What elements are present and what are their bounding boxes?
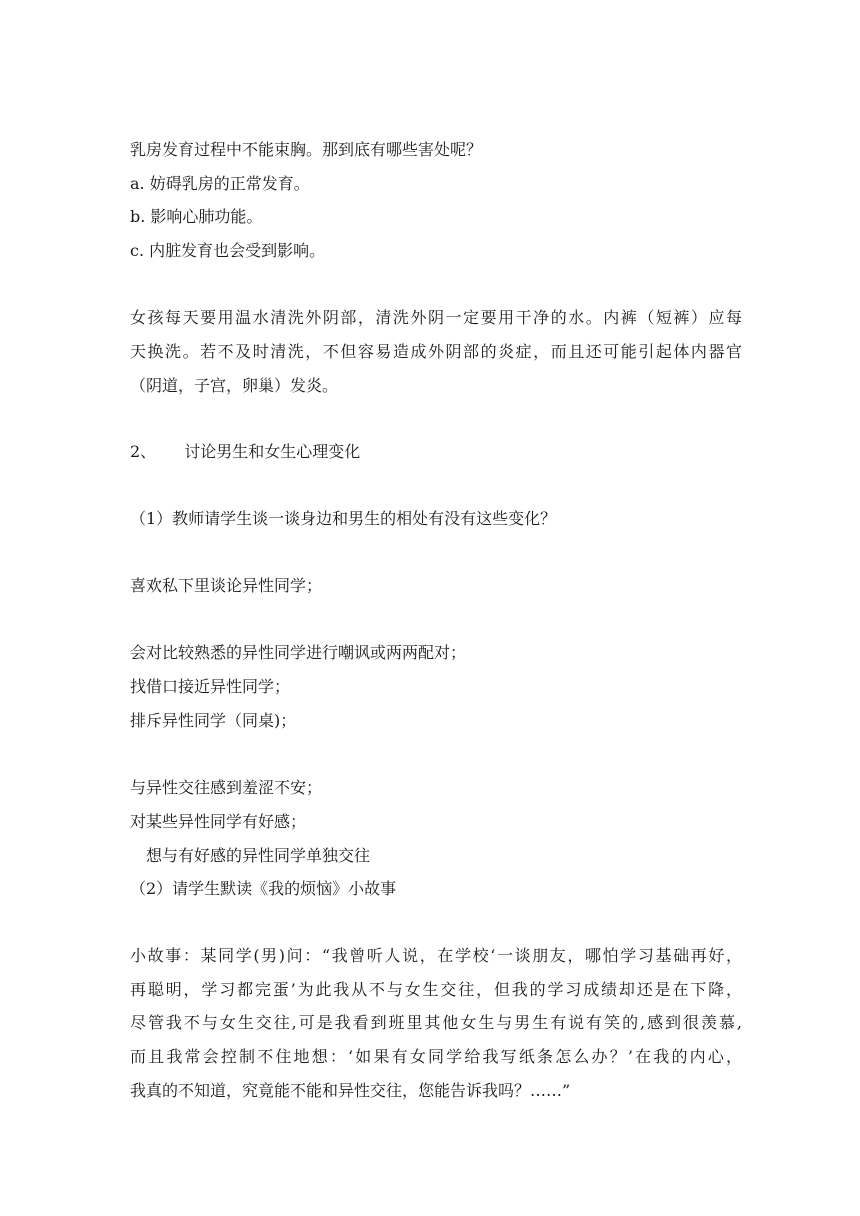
list-item: 想与有好感的异性同学单独交往 [146,846,371,865]
story-line: 小故事：某同学(男)问：“我曾听人说，在学校‘一谈朋友，哪怕学习基础再好， [130,946,742,965]
hygiene-paragraph-line: 女孩每天要用温水清洗外阴部，清洗外阴一定要用干净的水。内裤（短裤）应每 [130,308,742,327]
part2-prompt: （2）请学生默读《我的烦恼》小故事 [130,879,397,898]
list-item: 喜欢私下里谈论异性同学； [130,576,323,595]
list-item: 会对比较熟悉的异性同学进行嘲讽或两两配对； [130,643,467,662]
list-item: 找借口接近异性同学； [130,677,291,696]
harm-item-b: b. 影响心肺功能。 [130,207,263,226]
list-item: 对某些异性同学有好感； [130,812,307,831]
section-title: 讨论男生和女生心理变化 [184,442,361,461]
list-item: 与异性交往感到羞涩不安； [130,778,323,797]
story-line: 再聪明，学习都完蛋’为此我从不与女生交往，但我的学习成绩却还是在下降， [130,980,742,999]
hygiene-paragraph-line: 天换洗。若不及时清洗，不但容易造成外阴部的炎症，而且还可能引起体内器官 [130,342,742,361]
story-line: 尽管我不与女生交往,可是我看到班里其他女生与男生有说有笑的,感到很羡慕, [130,1013,742,1032]
breast-binding-question: 乳房发育过程中不能束胸。那到底有哪些害处呢？ [130,140,483,159]
section-number: 2、 [130,442,157,461]
harm-item-c: c. 内脏发育也会受到影响。 [130,241,326,260]
section-heading [130,442,360,462]
list-item: 排斥异性同学（同桌)； [130,711,297,730]
part1-prompt: （1）教师请学生谈一谈身边和男生的相处有没有这些变化？ [130,509,557,528]
hygiene-paragraph-line: （阴道，子宫，卵巢）发炎。 [130,376,339,395]
story-line: 而且我常会控制不住地想：‘如果有女同学给我写纸条怎么办？’在我的内心， [130,1047,742,1066]
harm-item-a: a. 妨碍乳房的正常发育。 [130,174,310,193]
story-line: 我真的不知道，究竟能不能和异性交往，您能告诉我吗？……” [130,1081,571,1100]
